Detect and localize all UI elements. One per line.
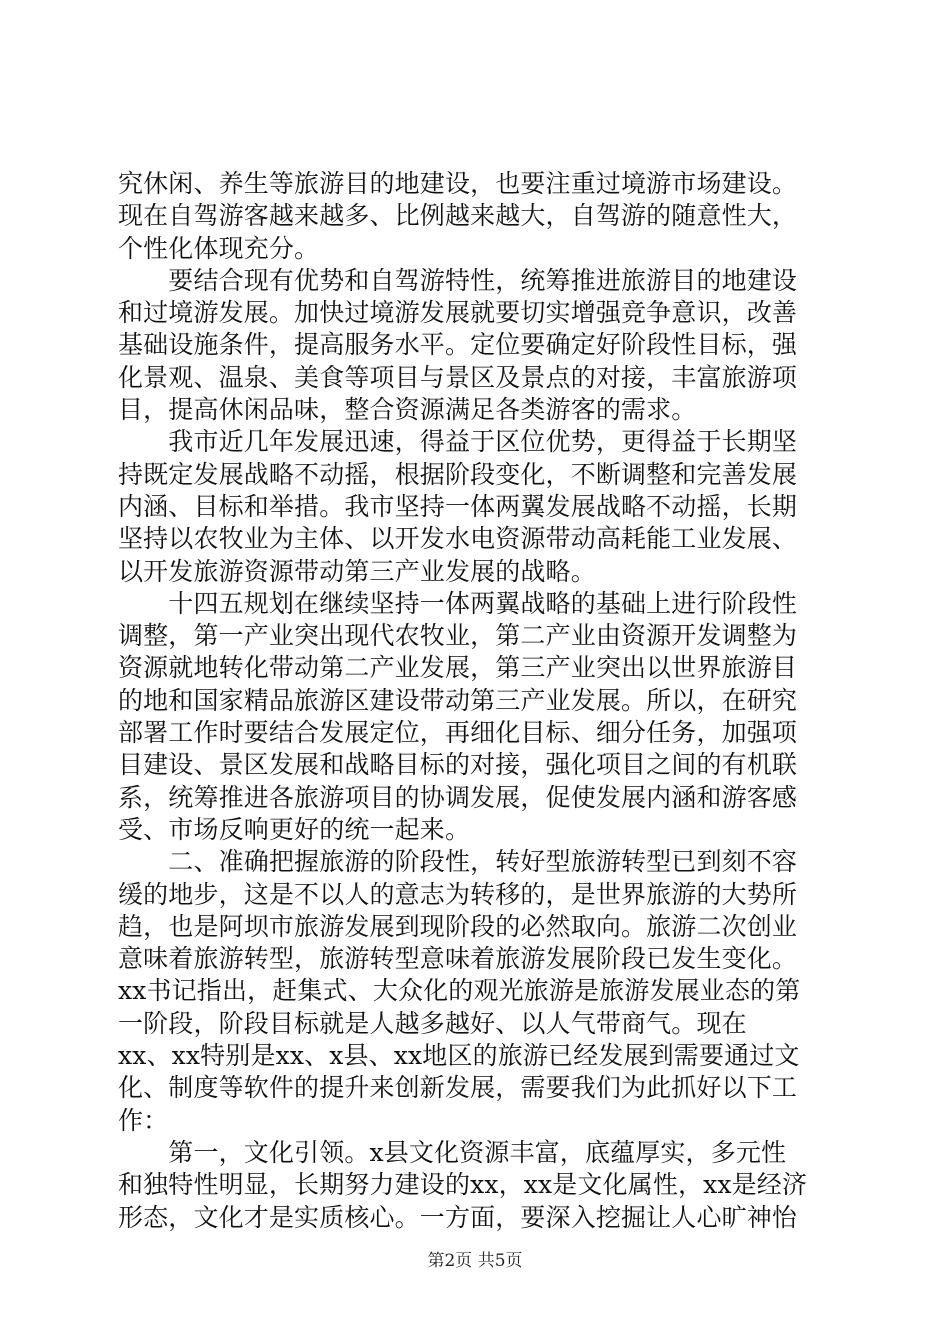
text-line: 现在自驾游客越来越多、比例越来越大，自驾游的随意性大，	[118, 201, 798, 231]
text-line: 和独特性明显，长期努力建设的xx，xx是文化属性，xx是经济	[118, 1170, 808, 1200]
text-line: 要结合现有优势和自驾游特性，统筹推进旅游目的地建设	[118, 265, 798, 295]
text-line: 坚持以农牧业为主体、以开发水电资源带动高耗能工业发展、	[118, 524, 798, 554]
text-line: 目建设、景区发展和战略目标的对接，强化项目之间的有机联	[118, 750, 798, 780]
page-footer: 第2页 共5页	[427, 1251, 523, 1271]
text-line: 二、准确把握旅游的阶段性，转好型旅游转型已到刻不容	[118, 847, 798, 877]
text-line: 和过境游发展。加快过境游发展就要切实增强竞争意识，改善	[118, 298, 798, 328]
text-line: 以开发旅游资源带动第三产业发展的战略。	[118, 556, 596, 586]
text-line: 受、市场反响更好的统一起来。	[118, 814, 471, 844]
text-line: 究休闲、养生等旅游目的地建设，也要注重过境游市场建设。	[118, 169, 798, 198]
text-line: xx书记指出，赶集式、大众化的观光旅游是旅游发展业态的第	[118, 976, 801, 1006]
text-line: 持既定发展战略不动摇，根据阶段变化，不断调整和完善发展	[118, 459, 798, 489]
text-line: 我市近几年发展迅速，得益于区位优势，更得益于长期坚	[118, 427, 798, 457]
text-line: xx、xx特别是xx、x县、xx地区的旅游已经发展到需要通过文	[118, 1041, 800, 1071]
text-line: 一阶段，阶段目标就是人越多越好、以人气带商气。现在	[118, 1008, 747, 1038]
text-line: 基础设施条件，提高服务水平。定位要确定好阶段性目标，强	[118, 330, 798, 360]
text-line: 系，统筹推进各旅游项目的协调发展，促使发展内涵和游客感	[118, 782, 798, 812]
text-line: 缓的地步，这是不以人的意志为转移的，是世界旅游的大势所	[118, 879, 798, 909]
text-line: 目，提高休闲品味，整合资源满足各类游客的需求。	[118, 395, 697, 425]
text-line: 内涵、目标和举措。我市坚持一体两翼发展战略不动摇，长期	[118, 491, 798, 521]
text-line: 的地和国家精品旅游区建设带动第三产业发展。所以，在研究	[118, 685, 798, 715]
text-line: 作：	[118, 1105, 169, 1135]
text-line: 趋，也是阿坝市旅游发展到现阶段的必然取向。旅游二次创业	[118, 911, 798, 941]
text-line: 意味着旅游转型，旅游转型意味着旅游发展阶段已发生变化。	[118, 944, 798, 974]
text-line: 个性化体现充分。	[118, 233, 320, 263]
text-line: 形态，文化才是实质核心。一方面，要深入挖掘让人心旷神怡	[118, 1202, 798, 1232]
text-line: 化、制度等软件的提升来创新发展，需要我们为此抓好以下工	[118, 1073, 798, 1103]
text-line: 调整，第一产业突出现代农牧业，第二产业由资源开发调整为	[118, 621, 798, 651]
text-line: 化景观、温泉、美食等项目与景区及景点的对接，丰富旅游项	[118, 362, 798, 392]
body-text	[118, 168, 838, 1234]
text-line: 十四五规划在继续坚持一体两翼战略的基础上进行阶段性	[118, 588, 798, 618]
text-line: 资源就地转化带动第二产业发展，第三产业突出以世界旅游目	[118, 653, 798, 683]
text-line: 第一，文化引领。x县文化资源丰富，底蕴厚实，多元性	[118, 1137, 787, 1167]
text-line: 部署工作时要结合发展定位，再细化目标、细分任务，加强项	[118, 718, 798, 748]
